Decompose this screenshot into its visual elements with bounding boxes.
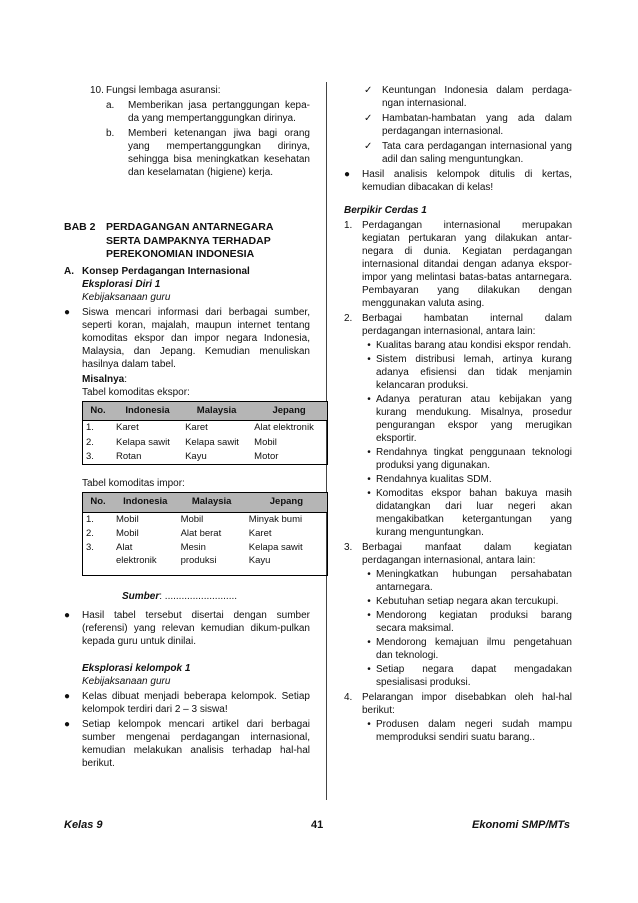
impor-caption: Tabel komoditas impor: (82, 478, 185, 490)
list-item: • Setiap negara dapat mengadakan spesialisasi produksi. (362, 663, 572, 689)
item4-bullets (344, 718, 572, 744)
ekspor-table (82, 401, 328, 465)
table-row: 2. Kelapa sawit Kelapa sawit Mobil (86, 436, 277, 448)
bullet-icon: ● (344, 169, 351, 180)
list-item: • Rendahnya kualitas SDM. (362, 473, 572, 486)
checkmark-icon: ✓ (364, 85, 373, 96)
list-item: • Mendorong kegiatan produksi barang secara maksimal. (362, 609, 572, 635)
table-header-row: No. Indonesia Malaysia Jepang (83, 493, 328, 512)
list-item-3: 3. Berbagai manfaat dalam kegiatan perdagangan internasional, antara lain: (344, 542, 572, 566)
right-column (344, 84, 572, 744)
list-item-1: 1. Perdagangan internasional merupakan kegiatan pertukaran yang dilakukan antar-negara di dunia. Kegiatan perdagangan internasional ditandai dengan adanya ekspor-impor yang melintasi batas-batas antarnegara. Pembayaran yang dilakukan dengan menggunakan valuta asing. (344, 220, 572, 309)
ekspor-caption: Tabel komoditas ekspor: (82, 386, 190, 398)
table-header-row: No. Indonesia Malaysia Jepang (83, 401, 328, 420)
list-item: • Kualitas barang atau kondisi ekspor rendah. (362, 339, 572, 352)
table-row: 3. Rotan Kayu Motor (86, 450, 279, 462)
section-a-body (64, 278, 314, 603)
list-item: • Mendorong kemajuan ilmu pengetahuan dan teknologi. (362, 636, 572, 662)
bullet-icon: • (367, 596, 371, 607)
check-item: ✓ Hambatan-hambatan yang ada dalam perdagangan internasional. (364, 113, 572, 137)
list-item: • Meningkatkan hubungan persahabatan antarnegara. (362, 568, 572, 594)
left-column (64, 84, 314, 770)
eksplorasi-kelompok-heading: Eksplorasi kelompok 1 (82, 663, 191, 675)
table-row: 2. Mobil Alat berat Karet (86, 527, 272, 539)
impor-table (82, 492, 328, 576)
kelompok-bullet: ● Kelas dibuat menjadi beberapa kelompok. Setiap kelompok terdiri dari 2 – 3 siswa! (64, 691, 310, 716)
item3-bullets (344, 568, 572, 689)
list-item: • Kebutuhan setiap negara akan tercukupi. (362, 595, 572, 608)
chapter-heading: BAB 2 PERDAGANGAN ANTARNEGARA SERTA DAMPAKNYA TERHADAP PEREKONOMIAN INDONESIA (64, 221, 310, 262)
kelompok-bullet: ● Setiap kelompok mencari artikel dari berbagai sumber mengenai perdagangan internasional, kemudian melakukan analisis terhadap hal-hal berikut. (64, 719, 310, 770)
item2-bullets (344, 339, 572, 539)
table-row: 3. Alat elektronik Mesin produksi Kelapa sawit Kayu (86, 542, 303, 566)
table-row: 1. Mobil Mobil Minyak bumi (86, 513, 303, 525)
footer-subject-label: Ekonomi SMP/MTs (472, 819, 570, 831)
eksplorasi-diri-heading: Eksplorasi Diri 1 (82, 278, 161, 290)
check-item: ✓ Tata cara perdagangan internasional yang adil dan saling menguntungkan. (364, 141, 572, 165)
checkmark-icon: ✓ (364, 113, 373, 124)
bullet-icon: • (367, 569, 371, 580)
misalnya-label: Misalnya: (82, 373, 128, 385)
list-item-10: 10. Fungsi lembaga asuransi: (90, 85, 221, 96)
check-item: ✓ Keuntungan Indonesia dalam perdaga-ngan internasional. (364, 85, 572, 109)
bullet-icon: • (367, 474, 371, 485)
bullet-icon: • (367, 664, 371, 675)
diri-bullet: ● Siswa mencari informasi dari berbagai sumber, seperti koran, majalah, maupun internet tentang komoditas ekspor dan impor negara Indonesia, Malaysia, dan Jepang. Kemudian menuliskan hasilnya dalam tabel. (64, 306, 310, 370)
list-item: • Sistem distribusi lemah, artinya kurang adanya efisiensi dan tidak menjamin kelancaran produksi. (362, 353, 572, 392)
list-subitem-a: a. Memberikan jasa pertanggungan kepa-da yang mempertanggungkan dirinya. (106, 100, 310, 124)
kebijaksanaan-label: Kebijaksanaan guru (82, 676, 171, 688)
bullet-icon: ● (64, 691, 71, 703)
bullet-icon: ● (64, 719, 71, 731)
bullet-icon: ● (64, 610, 71, 622)
eksplorasi-kelompok-block (64, 662, 310, 770)
list-item: • Komoditas ekspor bahan bakuya masih didatangkan dari luar negeri akan mengakibatkan ketergantungan yang kurang menguntungkan. (362, 487, 572, 539)
list-item-2: 2. Berbagai hambatan internal dalam perdagangan internasional, antara lain: (344, 313, 572, 337)
list-item: • Rendahnya tingkat penggunaan teknologi produksi yang digunakan. (362, 446, 572, 472)
bullet-icon: ● (64, 306, 71, 318)
bullet-icon: • (367, 447, 371, 458)
chapter-title: PERDAGANGAN ANTARNEGARA SERTA DAMPAKNYA TERHADAP PEREKONOMIAN INDONESIA (106, 221, 274, 261)
page-number: 41 (311, 819, 324, 831)
list-subitem-b: b. Memberi ketenangan jiwa bagi orang yang mempertanggungkan dirinya, sehingga bisa meningkatkan kesehatan dan keselamatan (higiene) kerja. (106, 128, 310, 178)
bullet-icon: • (367, 637, 371, 648)
table-row: 1. Karet Karet Alat elektronik (86, 422, 314, 434)
list-item-4: 4. Pelarangan impor disebabkan oleh hal-hal berikut: (344, 692, 572, 716)
kebijaksanaan-label: Kebijaksanaan guru (82, 291, 171, 303)
bullet-icon: • (367, 340, 371, 351)
hasil-tabel-bullet: ● Hasil tabel tersebut disertai dengan sumber (referensi) yang relevan kemudian dikum-pulkan kepada guru untuk dinilai. (64, 610, 310, 648)
bullet-icon: • (367, 488, 371, 499)
list-item: • Produsen dalam negeri sudah mampu memproduksi sendiri suatu barang.. (362, 718, 572, 744)
list-item: • Adanya peraturan atau kebijakan yang kurang mendukung. Misalnya, prosedur pengurangan ekspor yang merugikan eksportir. (362, 393, 572, 445)
sumber-line: Sumber: .......................... (122, 591, 238, 603)
bullet-icon: • (367, 610, 371, 621)
section-a-heading: A. Konsep Perdagangan Internasional (64, 265, 250, 277)
berpikir-cerdas-heading: Berpikir Cerdas 1 (344, 205, 427, 216)
bullet-icon: • (367, 394, 371, 405)
checkmark-icon: ✓ (364, 141, 373, 152)
bullet-icon: • (367, 719, 371, 730)
footer-class-label: Kelas 9 (64, 819, 103, 831)
bullet-icon: • (367, 354, 371, 365)
analisis-bullet: ● Hasil analisis kelompok ditulis di kertas, kemudian dibacakan di kelas! (344, 169, 572, 193)
